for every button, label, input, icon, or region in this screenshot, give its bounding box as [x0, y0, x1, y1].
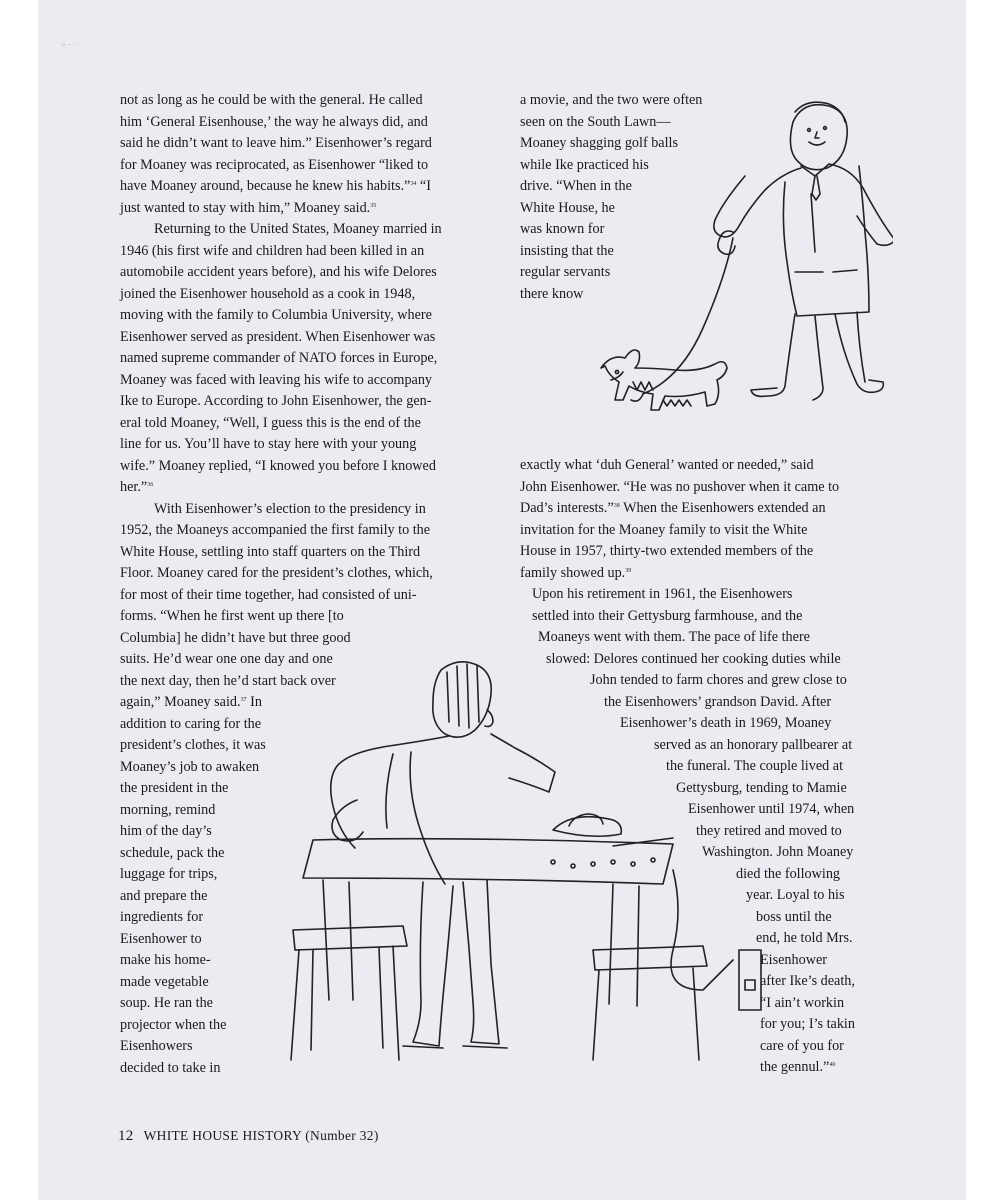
page-number: 12 — [118, 1128, 134, 1144]
footnote-ref: 34 — [410, 181, 417, 187]
publication-title: WHITE HOUSE HISTORY (Number 32) — [143, 1128, 379, 1143]
footnote-ref: 38 — [613, 503, 620, 509]
footnote-ref: 40 — [829, 1062, 836, 1068]
dog-walking-illustration — [563, 82, 893, 432]
left-paragraph-1: not as long as he could be with the general. He called him ‘General Eisenhouse,’ the way he always did, and said he didn’t want to leave him.” Eisenhower’s regard for Moaney was reciprocated, as Eisenhower “liked to have Moaney around, because he knew his habits.”$^{34}$ “I just wanted to stay with him,” Moaney said.$^{35}$ — [120, 92, 432, 216]
footnote-ref: 37 — [240, 697, 247, 703]
footnote-ref: 39 — [625, 567, 632, 574]
right-column-bottom: Upon his retirement in 1961, the Eisenhowers settled into their Gettysburg farmhouse, and the Moaneys went with them. The pace of life there slowed: Delores continued her cooking duties while John tended to farm chores and grew close to the Eisenhowers’ grandson David. After Eisenhower’s death in 1969, Moaney served as an honorary pallbearer at the funeral. The couple lived at Gettysburg, tending to Mamie Eisenhower until 1974, when they retired and moved to Washington. John Moaney died the following year. Loyal to his boss until the end, he told Mrs. Eisenhower after Ike’s death, “I ain’t workin for you; I’s takin care of you for the gennul.”$^{40}$ — [532, 586, 855, 1075]
ironing-illustration — [253, 650, 763, 1070]
corner-smudge: ° ˉ ʿ — [62, 42, 77, 52]
left-paragraph-2: Returning to the United States, Moaney married in 1946 (his first wife and children had been killed in an automobile accident years before), and his wife Delores joined the Eisenhower household as a cook in 1948, moving with the family to Columbia University, where Eisenhower served as president. When Eisenhower was named supreme commander of NATO forces in Europe, Moaney was faced with leaving his wife to accompany Ike to Europe. According to John Eisenhower, the gen- eral told Moaney, “Well, I guess this is the end of the line for us. You’ll have to stay here with your young wife.” Moaney replied, “I knowed you before I knowed her.”$^{36}$ — [120, 221, 442, 495]
page-footer — [118, 1128, 379, 1145]
right-column-middle: exactly what ‘duh General’ wanted or needed,” said John Eisenhower. “He was no pushover when it came to Dad’s interests.”$^{38}$ When the Eisenhowers extended an invitation for the Moaney family to visit the White House in 1957, thirty-two extended members of the family showed up.$^{39}$ — [520, 457, 840, 581]
right-column-top: a movie, and the two were often seen on the South Lawn— Moaney shagging golf balls while Ike practiced his drive. “When in the White House, he was known for insisting that the regular servants there know — [520, 92, 703, 302]
footnote-ref: 35 — [370, 202, 377, 209]
footnote-ref: 36 — [147, 482, 154, 488]
magazine-page — [38, 0, 966, 1200]
left-paragraph-3: With Eisenhower’s election to the presidency in 1952, the Moaneys accompanied the first family to the White House, settling into staff quarters on the Third Floor. Moaney cared for the president’s clothes, which, for most of their time together, had consisted of uni- forms. “When he first went up there [to Columbia] he didn’t have but three good suits. He’d wear one one day and one the next day, then he’d start back over again,” Moaney said.$^{37}$ In addition to caring for the president’s clothes, it was Moaney’s job to awaken the president in the morning, remind him of the day’s schedule, pack the luggage for trips, and prepare the ingredients for Eisenhower to make his home- made vegetable soup. He ran the projector when the Eisenhowers decided to take in — [120, 500, 433, 1076]
